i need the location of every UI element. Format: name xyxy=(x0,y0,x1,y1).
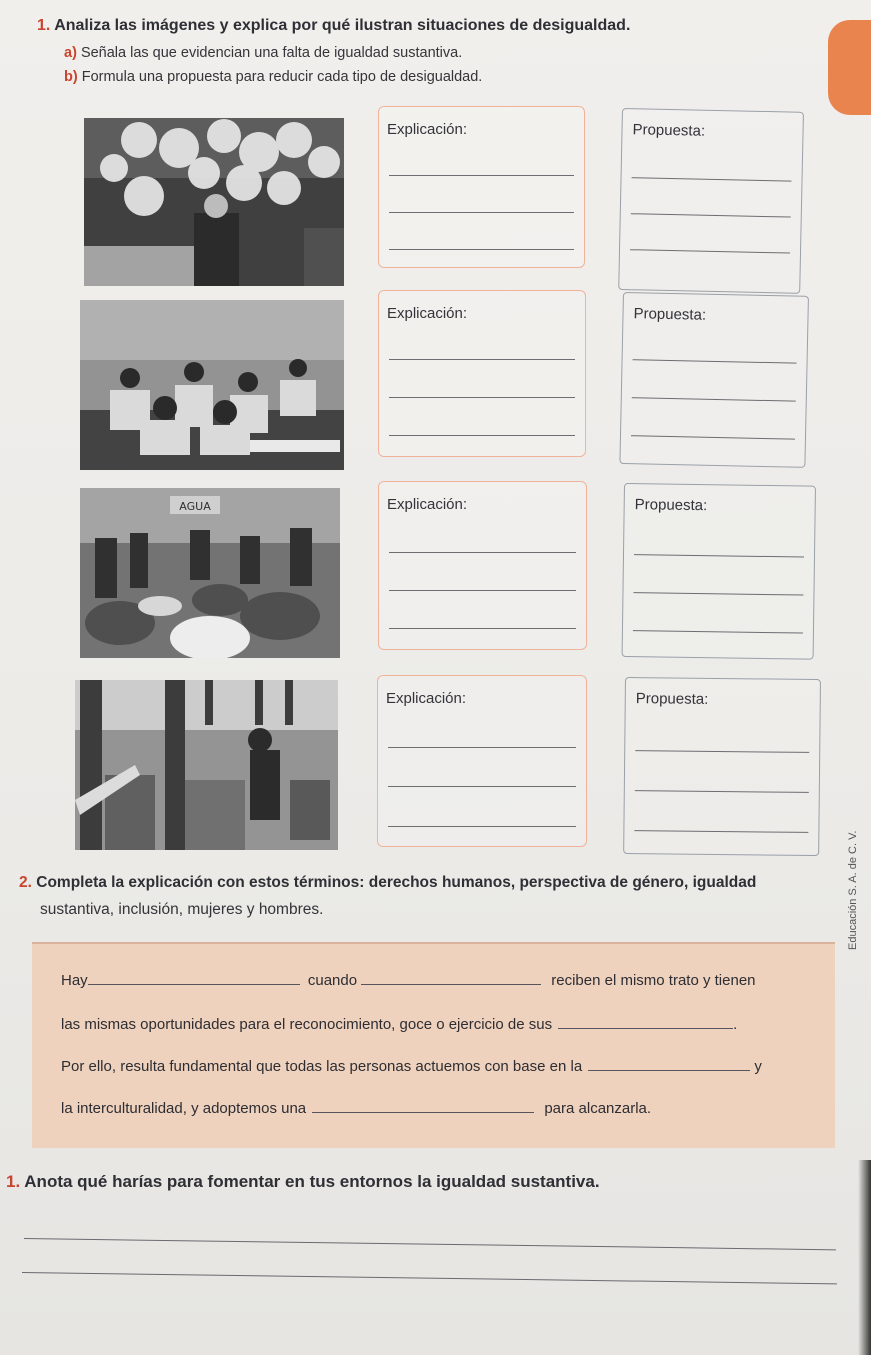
fill-line-1: Hay cuando reciben el mismo trato y tienen xyxy=(61,972,756,989)
water-containers-photo xyxy=(80,488,340,658)
explicacion-label: Explicación: xyxy=(387,121,468,138)
blank-3[interactable] xyxy=(558,1028,733,1029)
answer-line[interactable] xyxy=(633,630,803,633)
publisher-margin-text: Educación S. A. de C. V. xyxy=(847,830,859,950)
explicacion-label: Explicación: xyxy=(386,690,467,707)
question-1-title: 1. Analiza las imágenes y explica por qué ilustran situaciones de desigualdad. xyxy=(37,17,631,34)
answer-line[interactable] xyxy=(389,590,576,591)
answer-line[interactable] xyxy=(633,592,803,595)
answer-line[interactable] xyxy=(388,747,576,748)
agua-sign-text: AGUA xyxy=(179,500,211,513)
answer-line[interactable] xyxy=(635,790,809,793)
answer-line[interactable] xyxy=(631,435,795,439)
answer-line[interactable] xyxy=(633,359,797,363)
explicacion-label: Explicación: xyxy=(387,496,468,513)
classroom-children-photo xyxy=(80,300,344,470)
answer-line[interactable] xyxy=(389,175,574,176)
propuesta-box-4[interactable] xyxy=(623,677,821,856)
explicacion-box-4[interactable] xyxy=(377,675,587,847)
question-3-title: 1. Anota qué harías para fomentar en tus entornos la igualdad sustantiva. xyxy=(6,1172,600,1191)
propuesta-label: Propuesta: xyxy=(635,690,709,708)
blank-4[interactable] xyxy=(588,1070,750,1071)
propuesta-box-1[interactable] xyxy=(618,108,804,294)
propuesta-label: Propuesta: xyxy=(634,496,708,515)
page-edge-shadow xyxy=(858,1160,871,1355)
explicacion-box-3[interactable] xyxy=(378,481,587,650)
question-2-title-line1: 2. Completa la explicación con estos términos: derechos humanos, perspectiva de género, igualdad xyxy=(19,874,757,891)
question-1-sub-b: b) Formula una propuesta para reducir cada tipo de desigualdad. xyxy=(64,69,483,85)
answer-line[interactable] xyxy=(389,397,575,398)
answer-line[interactable] xyxy=(389,249,574,250)
fill-in-panel xyxy=(32,942,835,1148)
answer-line[interactable] xyxy=(389,359,575,360)
blank-5[interactable] xyxy=(312,1112,534,1113)
answer-line[interactable] xyxy=(389,212,574,213)
propuesta-label: Propuesta: xyxy=(632,121,706,140)
balloon-seller-photo xyxy=(84,118,344,286)
question-2-title-line2: sustantiva, inclusión, mujeres y hombres. xyxy=(40,901,324,918)
blank-1[interactable] xyxy=(88,984,300,985)
question-1-sub-a: a) Señala las que evidencian una falta de igualdad sustantiva. xyxy=(64,45,463,61)
propuesta-box-3[interactable] xyxy=(622,483,816,660)
answer-line[interactable] xyxy=(631,213,791,217)
answer-line[interactable] xyxy=(635,750,809,753)
explicacion-box-1[interactable] xyxy=(378,106,585,268)
answer-line[interactable] xyxy=(388,826,576,827)
answer-line[interactable] xyxy=(632,177,792,181)
explicacion-box-2[interactable] xyxy=(378,290,586,457)
orange-corner-tab xyxy=(828,20,871,115)
trash-bins-photo xyxy=(75,680,338,850)
answer-line[interactable] xyxy=(389,628,576,629)
fill-line-2: las mismas oportunidades para el reconocimiento, goce o ejercicio de sus . xyxy=(61,1016,738,1033)
fill-line-3: Por ello, resulta fundamental que todas las personas actuemos con base en la y xyxy=(61,1058,762,1075)
blank-2[interactable] xyxy=(361,984,541,985)
propuesta-box-2[interactable] xyxy=(619,292,809,468)
explicacion-label: Explicación: xyxy=(387,305,468,322)
answer-line[interactable] xyxy=(634,554,804,557)
answer-line[interactable] xyxy=(630,249,790,253)
answer-line[interactable] xyxy=(389,552,576,553)
fill-line-4: la interculturalidad, y adoptemos una para alcanzarla. xyxy=(61,1100,652,1117)
answer-line[interactable] xyxy=(632,397,796,401)
propuesta-label: Propuesta: xyxy=(633,305,707,324)
answer-line[interactable] xyxy=(388,786,576,787)
answer-line-q3-1[interactable] xyxy=(24,1238,836,1250)
answer-line[interactable] xyxy=(634,830,808,833)
answer-line[interactable] xyxy=(389,435,575,436)
answer-line-q3-2[interactable] xyxy=(22,1272,837,1284)
